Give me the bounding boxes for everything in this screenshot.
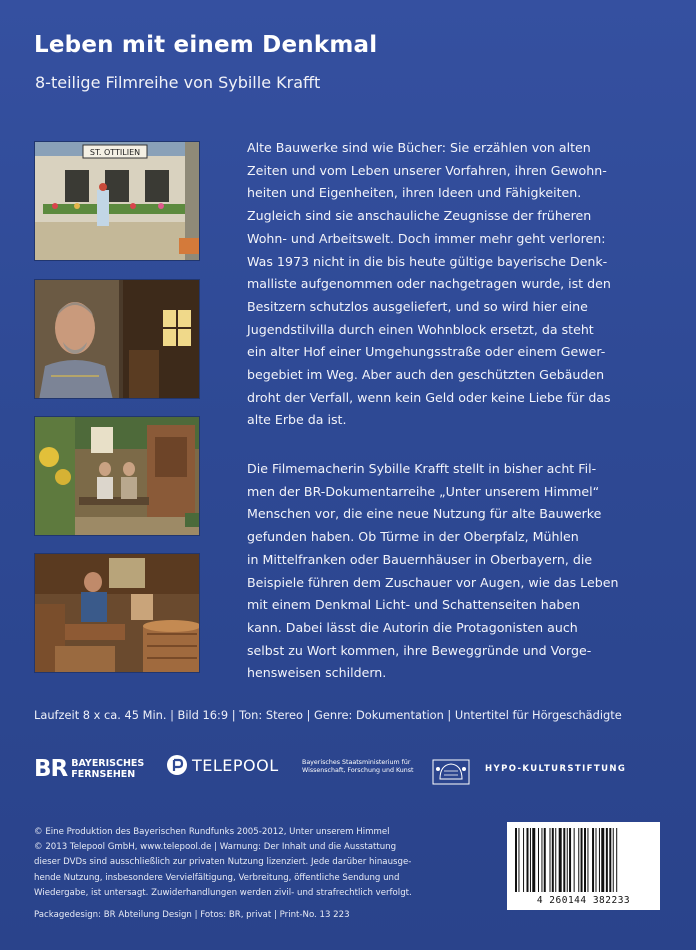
barcode-bar	[616, 828, 617, 892]
text-line: Jugendstilvilla durch einen Wohnblock ersetzt, da steht	[247, 321, 594, 337]
technical-info: Laufzeit 8 x ca. 45 Min. | Bild 16:9 | Ton: Stereo | Genre: Dokumentation | Untertitel für Hörgeschädigte	[34, 708, 622, 722]
barcode-bar	[581, 828, 583, 892]
bavarian-crest-icon	[432, 759, 470, 785]
barcode-bar	[601, 828, 604, 892]
legal-line: dieser DVDs sind ausschließlich zur privaten Nutzung lizenziert. Jede darüber hinausge-	[34, 857, 412, 868]
text-line: Die Filmemacherin Sybille Krafft stellt in bisher acht Fil-	[247, 461, 597, 476]
br-line-1: BAYERISCHES	[71, 758, 145, 769]
legal-notice	[34, 825, 494, 901]
barcode-number: 4 260144 382233	[536, 895, 631, 906]
text-line: men der BR-Dokumentarreihe „Unter unserem Himmel“	[247, 483, 600, 499]
text-line: heiten und Eigenheiten, ihren Ideen und Fähigkeiten.	[247, 185, 582, 201]
text-line: Zeiten und vom Leben unserer Vorfahren, ihren Gewohn-	[247, 162, 607, 178]
barcode-bar	[596, 828, 597, 892]
credits: Packagedesign: BR Abteilung Design | Fotos: BR, privat | Print-No. 13 223	[34, 910, 350, 920]
barcode-bar	[584, 828, 586, 892]
legal-line: Wiedergabe, ist untersagt. Zuwiderhandlungen werden zivil- und strafrechtlich verfolgt.	[34, 887, 412, 898]
text-line: Menschen vor, die eine neue Nutzung für alte Bauwerke	[247, 506, 602, 522]
barcode-bar	[563, 828, 565, 892]
barcode-bar	[574, 828, 575, 892]
logo-row	[34, 752, 674, 792]
text-line: begebiet im Weg. Aber auch den geschützten Gebäuden	[247, 367, 605, 383]
ministry-line-2: Wissenschaft, Forschung und Kunst	[302, 767, 414, 774]
text-line: hensweisen schildern.	[247, 665, 387, 681]
text-line: selbst zu Wort kommen, ihre Beweggründe und Vorge-	[247, 642, 592, 658]
legal-line: © Eine Produktion des Bayerischen Rundfunks 2005-2012, Unter unserem Himmel	[34, 827, 390, 837]
barcode-bars	[513, 828, 654, 894]
description-paragraph-2	[247, 458, 667, 685]
legal-line: © 2013 Telepool GmbH, www.telepool.de | Warnung: Der Inhalt und die Ausstattung	[34, 842, 397, 853]
hypo-kulturstiftung-logo: HYPO-KULTURSTIFTUNG	[485, 764, 627, 774]
text-line: malliste aufgenommen oder nachgetragen wurde, ist den	[247, 276, 611, 292]
text-line: Besitzern schutzlos ausgeliefert, und so wird hier eine	[247, 298, 588, 314]
ministry-logo	[302, 759, 470, 785]
barcode-bar	[599, 828, 600, 892]
text-line: Beispiele führen dem Zuschauer vor Augen, wie das Leben	[247, 574, 619, 590]
telepool-logo	[166, 754, 279, 776]
br-mark: BR	[34, 756, 68, 782]
subtitle: 8-teilige Filmreihe von Sybille Krafft	[35, 73, 321, 92]
text-line: gefunden haben. Ob Türme in der Oberpfalz, Mühlen	[247, 529, 579, 545]
photo-workshop	[34, 553, 200, 673]
text-line: kann. Dabei lässt die Autorin die Protagonisten auch	[247, 619, 578, 635]
barcode-bar	[541, 828, 542, 892]
barcode-bar	[592, 828, 594, 892]
title: Leben mit einem Denkmal	[34, 32, 378, 58]
br-logo-text	[71, 758, 144, 780]
barcode-bar	[559, 828, 562, 892]
barcode-bar	[569, 828, 571, 892]
telepool-wordmark: TELEPOOL	[192, 755, 279, 775]
barcode-bar	[527, 828, 529, 892]
description-paragraph-1	[247, 137, 667, 432]
text-line: ein alter Hof einer Umgehungsstraße oder einem Gewer-	[247, 344, 606, 360]
barcode-bar	[544, 828, 546, 892]
photo-sign-text: ST. OTTILIEN	[89, 148, 141, 157]
text-line: Was 1973 nicht in die bis heute gültige bayerische Denk-	[247, 253, 608, 269]
barcode-bar	[606, 828, 608, 892]
barcode-bar	[555, 828, 556, 892]
barcode-bar	[578, 828, 579, 892]
br-logo	[34, 756, 144, 782]
barcode-bar	[538, 828, 539, 892]
barcode-bar	[523, 828, 524, 892]
barcode-bar	[552, 828, 554, 892]
legal-line: hende Nutzung, insbesondere Vervielfältigung, Verbreitung, öffentliche Sendung und	[34, 872, 400, 883]
text-line: mit einem Denkmal Licht- und Schattenseiten haben	[247, 597, 581, 613]
barcode-bar	[530, 828, 531, 892]
photo-couple-bench	[34, 416, 200, 536]
text-line: alte Erbe da ist.	[247, 412, 347, 428]
telepool-icon	[166, 754, 188, 776]
barcode-bar	[518, 828, 519, 892]
text-line: Wohn- und Arbeitswelt. Doch immer mehr geht verloren:	[247, 230, 606, 246]
barcode-bar	[587, 828, 588, 892]
br-line-2: FERNSEHEN	[71, 769, 136, 780]
ministry-text	[302, 759, 432, 775]
photo-house-facade	[34, 141, 200, 261]
barcode-bar	[613, 828, 614, 892]
barcode-bar	[567, 828, 568, 892]
barcode-bar	[532, 828, 535, 892]
barcode-bar	[550, 828, 551, 892]
ministry-line-1: Bayerisches Staatsministerium für	[302, 759, 411, 766]
text-line: Alte Bauwerke sind wie Bücher: Sie erzählen von alten	[247, 140, 591, 155]
barcode	[507, 822, 660, 910]
text-line: Zugleich sind sie anschauliche Zeugnisse der früheren	[247, 208, 592, 224]
text-line: droht der Verfall, wenn kein Geld oder keine Liebe für das	[247, 389, 611, 405]
barcode-bar	[609, 828, 611, 892]
text-line: in Mittelfranken oder Bauernhäuser in Oberbayern, die	[247, 551, 593, 567]
photo-man-portrait	[34, 279, 200, 399]
barcode-bar	[515, 828, 517, 892]
